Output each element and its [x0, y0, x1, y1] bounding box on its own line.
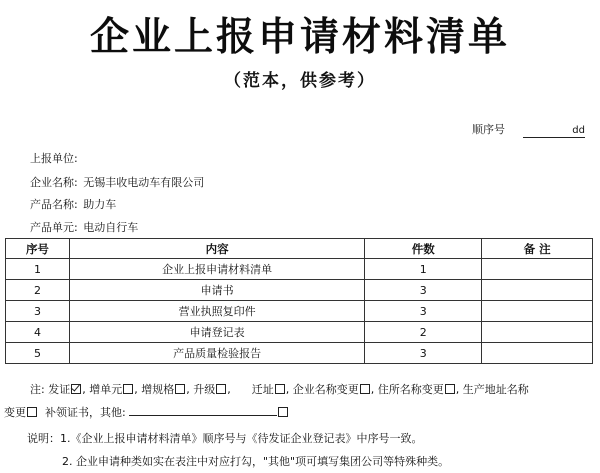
- document-title: 企业上报申请材料清单: [89, 14, 510, 60]
- table-row: [6, 280, 593, 301]
- row-remark: [482, 301, 593, 322]
- checkbox-add-spec[interactable]: [175, 384, 185, 394]
- checkbox-relocate[interactable]: [275, 384, 285, 394]
- sequence-label: 顺序号: [472, 123, 505, 136]
- checkbox-prod-address-change[interactable]: [27, 407, 37, 417]
- option-add-spec-label: 增规格: [141, 383, 175, 396]
- application-type-line-2: 变更 补领证书，其他:: [4, 404, 289, 420]
- checkbox-address-change[interactable]: [445, 384, 455, 394]
- row-count: 3: [365, 301, 482, 322]
- table-row: [6, 301, 593, 322]
- header-content: 内容: [69, 239, 364, 259]
- product-name-value: 助力车: [83, 198, 117, 211]
- checkbox-upgrade[interactable]: [216, 384, 226, 394]
- option-prod-address-change-label-cont: 变更: [4, 406, 26, 419]
- row-count: 3: [365, 280, 482, 301]
- application-type-line-1: 注: 发证 , 增单元 , 增规格 , 升级 , 迁址 , 企业名称变更 , 住所名称变更 , 生产地址名称: [30, 383, 529, 396]
- option-other-label: 其他:: [100, 406, 126, 419]
- table-row: [6, 343, 593, 364]
- explain-text-2: 2. 企业申请种类如实在表注中对应打勾，"其他"项可填写集团公司等特殊种类。: [62, 455, 450, 468]
- row-remark: [482, 322, 593, 343]
- row-content: 营业执照复印件: [69, 301, 364, 322]
- row-content: 申请书: [69, 280, 364, 301]
- row-remark: [482, 280, 593, 301]
- row-content: 企业上报申请材料清单: [69, 259, 364, 280]
- row-remark: [482, 259, 593, 280]
- company-name-row: [30, 174, 204, 190]
- row-count: 2: [365, 322, 482, 343]
- product-unit-row: [30, 219, 138, 235]
- row-seq: 3: [6, 301, 70, 322]
- explanation-line-2: [62, 453, 449, 469]
- document-subtitle: （范本，供参考）: [224, 71, 376, 91]
- product-unit-value: 电动自行车: [83, 221, 139, 234]
- other-input-line[interactable]: [129, 405, 277, 416]
- option-reissue-label: 补领证书: [45, 406, 89, 419]
- company-name-value: 无锡丰收电动车有限公司: [83, 176, 205, 189]
- explanation-line-1: [27, 430, 423, 446]
- reporting-unit-label: 上报单位:: [30, 152, 78, 165]
- checkbox-other[interactable]: [278, 407, 288, 417]
- header-count: 件数: [365, 239, 482, 259]
- header-remark: 备 注: [482, 239, 593, 259]
- header-seq: 序号: [6, 239, 70, 259]
- sequence-number: [472, 121, 585, 138]
- materials-table: [5, 238, 593, 364]
- product-name-row: [30, 196, 116, 212]
- table-header-row: [6, 239, 593, 259]
- checkbox-issue[interactable]: [71, 384, 81, 394]
- table-row: [6, 259, 593, 280]
- table-row: [6, 322, 593, 343]
- option-name-change-label: 企业名称变更: [292, 383, 359, 396]
- option-prod-address-change-label: 生产地址名称: [462, 383, 529, 396]
- company-name-label: 企业名称:: [30, 176, 78, 189]
- checkbox-add-unit[interactable]: [123, 384, 133, 394]
- reporting-unit-row: [30, 150, 78, 166]
- option-issue-label: 发证: [48, 383, 71, 396]
- product-unit-label: 产品单元:: [30, 221, 78, 234]
- row-seq: 4: [6, 322, 70, 343]
- row-content: 产品质量检验报告: [69, 343, 364, 364]
- checkbox-name-change[interactable]: [360, 384, 370, 394]
- explain-label: 说明：: [27, 432, 60, 445]
- product-name-label: 产品名称:: [30, 198, 78, 211]
- row-content: 申请登记表: [69, 322, 364, 343]
- row-count: 3: [365, 343, 482, 364]
- row-count: 1: [365, 259, 482, 280]
- sequence-value[interactable]: dd: [523, 125, 585, 138]
- row-seq: 1: [6, 259, 70, 280]
- explain-text-1: 1.《企业上报申请材料清单》顺序号与《待发证企业登记表》中序号一致。: [60, 432, 423, 445]
- option-relocate-label: 迁址: [251, 383, 274, 396]
- option-address-change-label: 住所名称变更: [377, 383, 444, 396]
- row-seq: 5: [6, 343, 70, 364]
- note-label: 注:: [30, 383, 45, 396]
- option-add-unit-label: 增单元: [89, 383, 123, 396]
- row-remark: [482, 343, 593, 364]
- option-upgrade-label: 升级: [193, 383, 216, 396]
- row-seq: 2: [6, 280, 70, 301]
